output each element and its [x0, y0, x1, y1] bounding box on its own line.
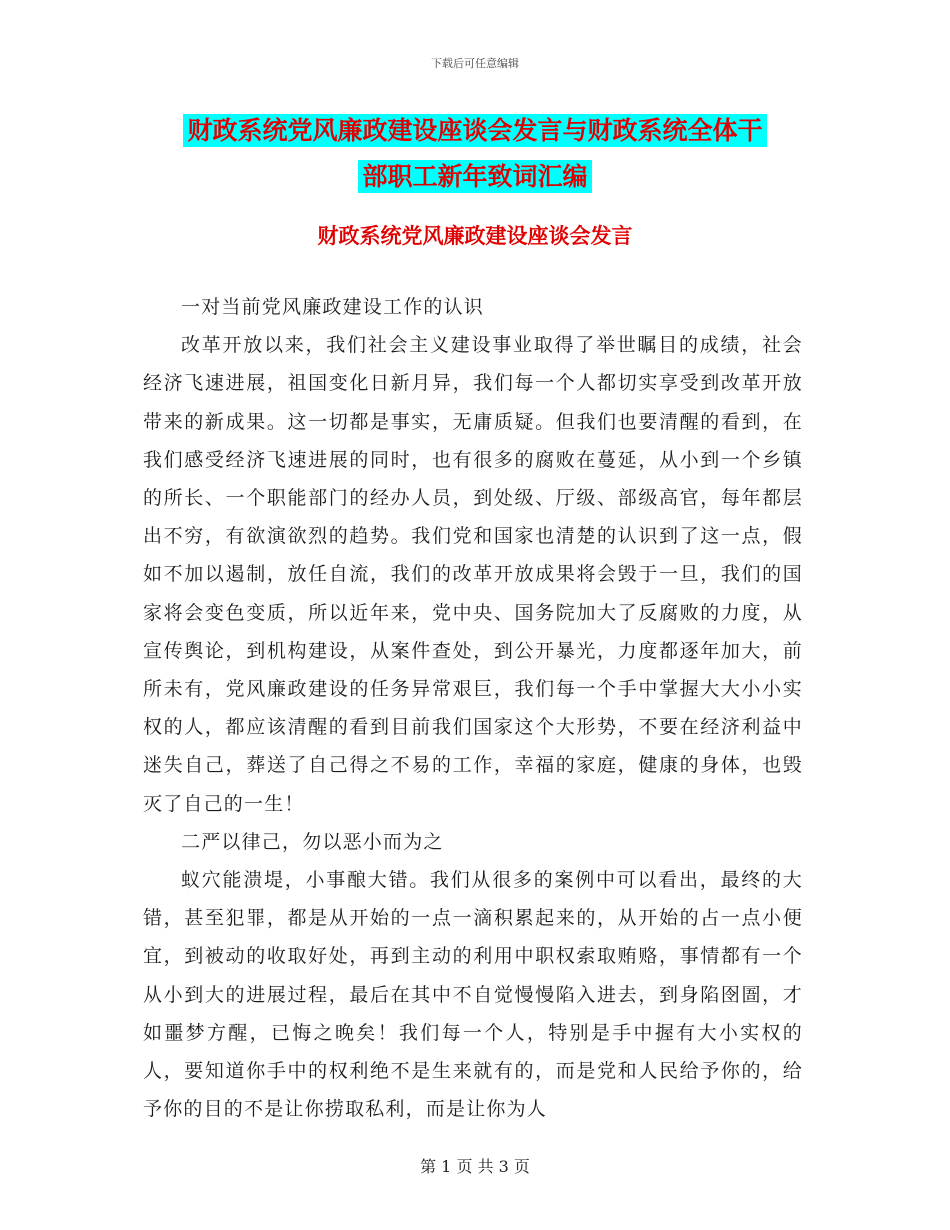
section-title: 财政系统党风廉政建设座谈会发言	[317, 224, 633, 248]
paragraph: 改革开放以来，我们社会主义建设事业取得了举世瞩目的成绩，社会经济飞速进展，祖国变化日新月异，我们每一个人都切实享受到改革开放带来的新成果。这一切都是事实，无庸质疑。但我们也要清醒的看到，在我们感受经济飞速进展的同时，也有很多的腐败在蔓延，从小到一个乡镇的所长、一个职能部门的经办人员，到处级、厅级、部级高官，每年都层出不穷，有欲演欲烈的趋势。我们党和国家也清楚的认识到了这一点，假如不加以遏制，放任自流，我们的改革开放成果将会毁于一旦，我们的国家将会变色变质，所以近年来，党中央、国务院加大了反腐败的力度，从宣传舆论，到机构建设，从案件查处，到公开暴光，力度都逐年加大，前所未有，党风廉政建设的任务异常艰巨，我们每一个手中掌握大大小小实权的人，都应该清醒的看到目前我们国家这个大形势，不要在经济利益中迷失自己，葬送了自己得之不易的工作，幸福的家庭，健康的身体，也毁灭了自己的一生！	[143, 334, 803, 815]
document-title-line-2: 部职工新年致词汇编	[358, 160, 591, 193]
header-note: 下载后可任意编辑	[431, 57, 519, 70]
page-footer: 第 1 页 共 3 页	[420, 1157, 530, 1176]
body-text	[143, 288, 803, 1128]
document-title	[0, 108, 950, 200]
document-title-line-1: 财政系统党风廉政建设座谈会发言与财政系统全体干	[183, 114, 766, 147]
paragraph-heading-2: 二严以律己，勿以恶小而为之	[181, 830, 444, 853]
paragraph-heading-1: 一对当前党风廉政建设工作的认识	[181, 296, 485, 318]
paragraph: 蚁穴能溃堤，小事酿大错。我们从很多的案例中可以看出，最终的大错，甚至犯罪，都是从开始的一点一滴积累起来的，从开始的占一点小便宜，到被动的收取好处，再到主动的利用中职权索取贿赂，事情都有一个从小到大的进展过程，最后在其中不自觉慢慢陷入进去，到身陷囹圄，才如噩梦方醒，已悔之晚矣！我们每一个人，特别是手中握有大小实权的人，要知道你手中的权利绝不是生来就有的，而是党和人民给予你的，给予你的目的不是让你捞取私利，而是让你为人	[143, 869, 803, 1121]
